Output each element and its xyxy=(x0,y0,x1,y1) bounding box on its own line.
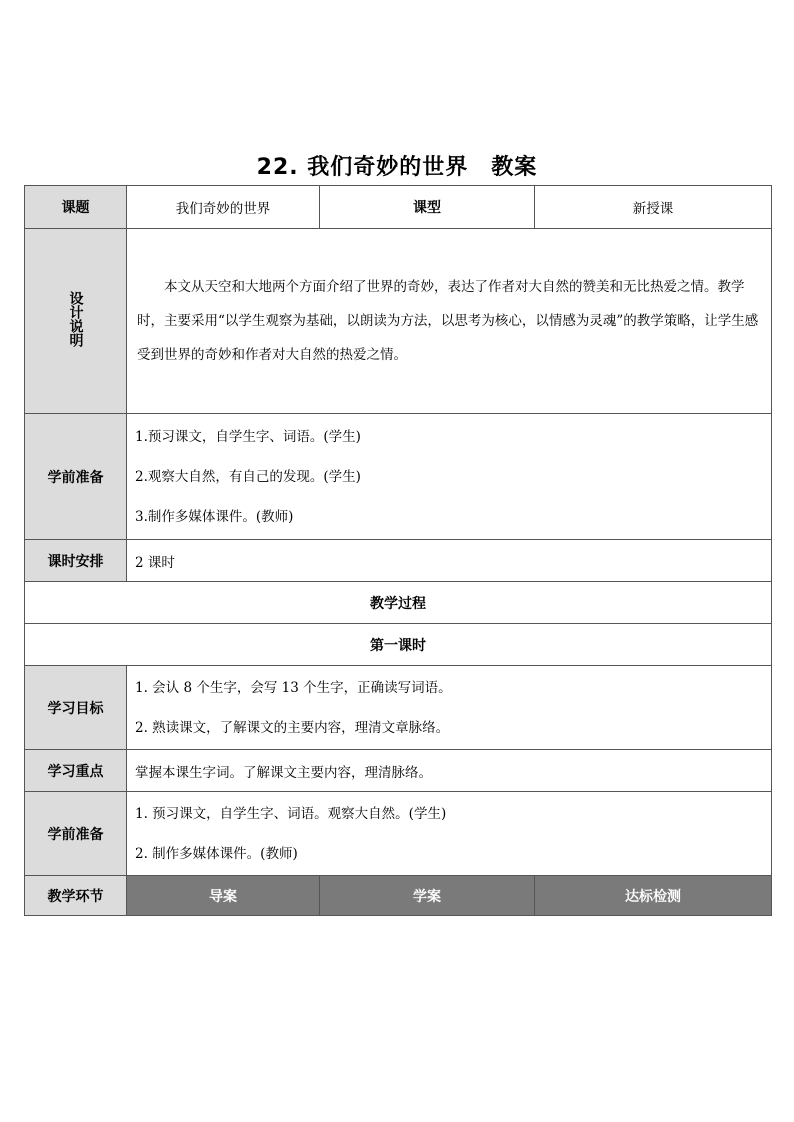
prep2-label: 学前准备 xyxy=(25,792,127,876)
key-points-label: 学习重点 xyxy=(25,750,127,792)
process-heading: 教学过程 xyxy=(25,582,772,624)
list-item: 2. 熟读课文，了解课文的主要内容，理清文章脉络。 xyxy=(135,719,450,736)
prep-row xyxy=(25,414,772,540)
type-label: 课型 xyxy=(320,186,535,229)
prep2-list xyxy=(127,792,772,876)
prep2-row xyxy=(25,792,772,876)
lesson-plan-table xyxy=(24,185,772,916)
list-item: 1. 预习课文，自学生字、词语。观察大自然。(学生) xyxy=(135,805,447,822)
page-title: 22. 我们奇妙的世界 教案 xyxy=(256,155,538,180)
stages-row xyxy=(25,876,772,916)
list-item: 1.预习课文，自学生字、词语。(学生) xyxy=(135,428,361,445)
design-row xyxy=(25,229,772,414)
list-item: 3.制作多媒体课件。(教师) xyxy=(135,508,294,525)
design-label: 设计说明 xyxy=(67,291,84,347)
topic-value: 我们奇妙的世界 xyxy=(127,186,320,229)
key-points-row xyxy=(25,750,772,792)
prep-label: 学前准备 xyxy=(25,414,127,540)
topic-row xyxy=(25,186,772,229)
prep-list xyxy=(127,414,772,540)
list-item: 2.观察大自然，有自己的发现。(学生) xyxy=(135,468,361,485)
goals-row xyxy=(25,666,772,750)
lesson-heading: 第一课时 xyxy=(25,624,772,666)
list-item: 2. 制作多媒体课件。(教师) xyxy=(135,845,298,862)
stage-col-guide: 导案 xyxy=(127,876,320,916)
schedule-label: 课时安排 xyxy=(25,540,127,582)
goals-list xyxy=(127,666,772,750)
topic-label: 课题 xyxy=(25,186,127,229)
lesson-heading-row xyxy=(25,624,772,666)
stages-label: 教学环节 xyxy=(25,876,127,916)
schedule-value: 2 课时 xyxy=(127,540,772,582)
stage-col-check: 达标检测 xyxy=(535,876,772,916)
type-value: 新授课 xyxy=(535,186,772,229)
process-heading-row xyxy=(25,582,772,624)
list-item: 1. 会认 8 个生字，会写 13 个生字，正确读写词语。 xyxy=(135,679,452,696)
goals-label: 学习目标 xyxy=(25,666,127,750)
design-text: 本文从天空和大地两个方面介绍了世界的奇妙，表达了作者对大自然的赞美和无比热爱之情。教学时，主要采用“以学生观察为基础，以朗读为方法，以思考为核心，以情感为灵魂”的教学策略，让学生感受到世界的奇妙和作者对大自然的热爱之情。 xyxy=(127,229,772,414)
stage-col-study: 学案 xyxy=(320,876,535,916)
key-points-value: 掌握本课生字词。了解课文主要内容，理清脉络。 xyxy=(127,750,772,792)
schedule-row xyxy=(25,540,772,582)
